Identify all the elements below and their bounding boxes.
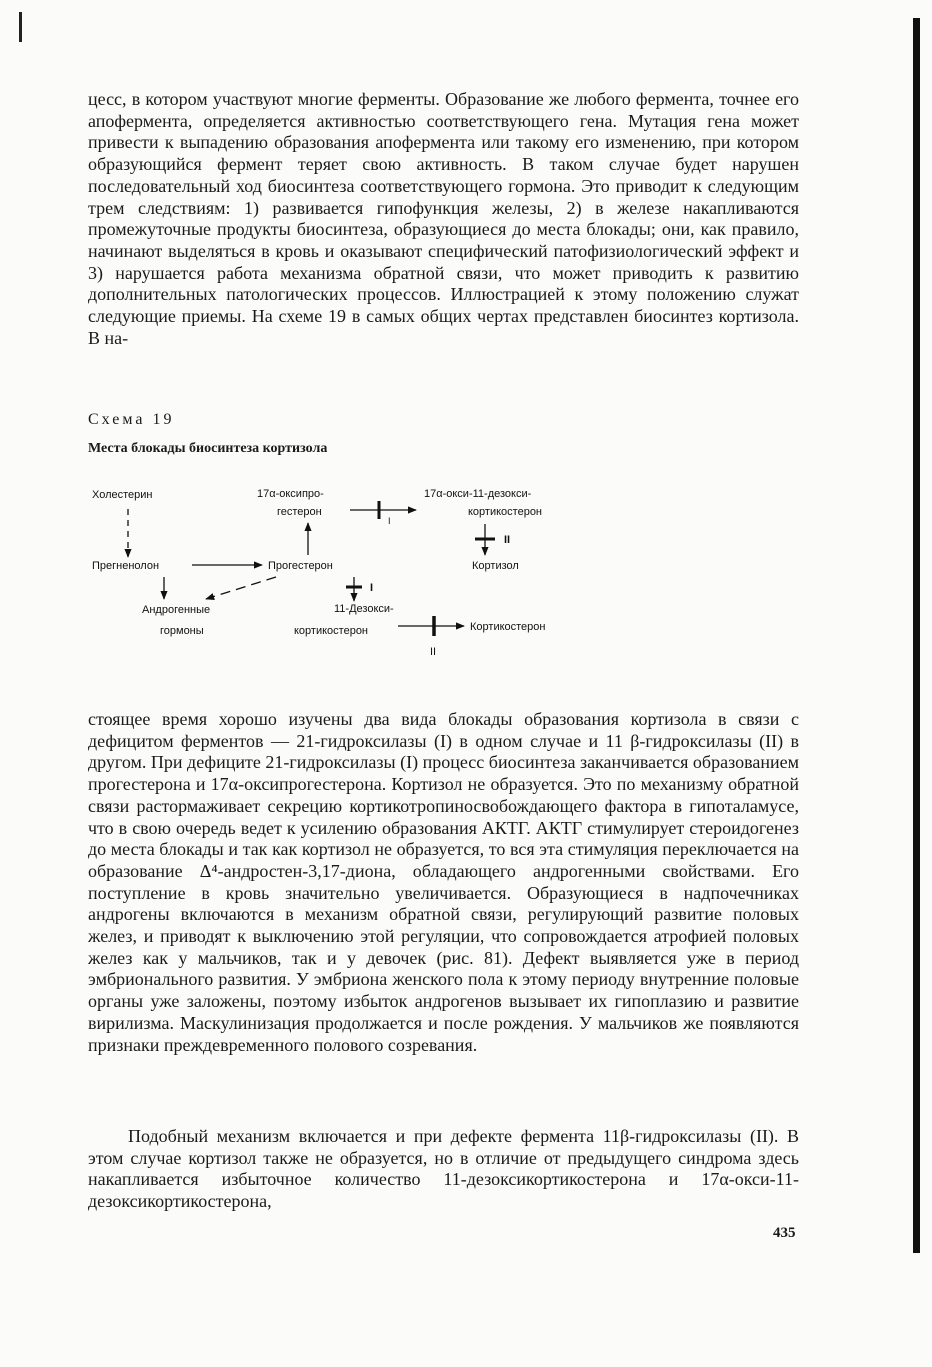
node-cortisol: Кортизол	[472, 560, 519, 572]
paragraph-2: стоящее время хорошо изучены два вида блокады образования кортизола в связи с дефицитом ферментов — 21-гидроксилазы (I) в одном случае и 11 β-гидроксилазы (II) в другом. При дефиците 21-гидроксилазы (I) процесс биосинтеза заканчивается образованием прогестерона и 17α-оксипрогестерона. Кортизол не образуется. Это по механизму обратной связи растормаживает секрецию кортикотропиносвобождающего фактора в гипоталамусе, что в свою очередь ведет к усилению образования АКТГ. АКТГ стимулирует стероидогенез до места блокады и так как кортизол не образуется, то вся эта стимуляция переключается на образование Δ⁴-андростен-3,17-диона, обладающего андрогенными свойствами. Его поступление в кровь значительно увеличивается. Образующиеся в надпочечниках андрогены включаются в механизм обратной связи, регулирующий развитие половых желез, и приводят к выключению этой регуляции, что сопровождается атрофией половых желез как у мальчиков, так и у девочек (рис. 81). Дефект выявляется уже в период эмбрионального развития. У эмбриона женского пола к этому периоду внутренние половые органы уже заложены, поэтому избыток андрогенов вызывает их гипоплазию и развитие вирилизма. Маскулинизация продолжается и после рождения. У мальчиков же появляются признаки преждевременного полового созревания.	[88, 709, 799, 1055]
node-deoxy-line1: 11-Дезокси-	[334, 603, 394, 615]
block-label-oxyprogesterone: I	[388, 516, 391, 526]
node-androgens-line2: гормоны	[160, 625, 204, 637]
node-oxyprogesterone-line2: гестерон	[277, 506, 322, 518]
scan-edge-mark	[19, 12, 22, 42]
node-deoxy-line2: кортикостерон	[294, 625, 369, 637]
node-oxydeoxy-line1: 17α-окси-11-дезокси-	[424, 488, 532, 500]
page-number: 435	[773, 1225, 796, 1241]
arrow-progesterone-androgens	[206, 577, 276, 599]
node-androgens-line1: Андрогенные	[142, 604, 211, 616]
block-label-oxydeoxy: II	[504, 534, 511, 546]
block-label-deoxy: II	[430, 646, 437, 658]
node-progesterone: Прогестерон	[268, 560, 333, 572]
node-oxydeoxy-line2: кортикостерон	[468, 506, 543, 518]
scheme-title: Места блокады биосинтеза кортизола	[88, 441, 328, 456]
paragraph-1: цесс, в котором участвуют многие ферменты. Образование же любого фермента, точнее его апофермента, определяется активностью соответствующего гена. Мутация гена может привести к выпадению образования апофермента или такому его изменению, при котором образующийся фермент теряет свою активность. В таком случае будет нарушен последовательный ход биосинтеза соответствующего гормона. Это приводит к следующим трем следствиям: 1) развивается гипофункция железы, 2) в железе накапливаются промежуточные продукты биосинтеза, образующиеся до места блокады; они, как правило, начинают выделяться в кровь и оказывают специфический патофизиологический эффект и 3) нарушается работа механизма обратной связи, что может приводить к развитию дополнительных патологических процессов. Иллюстрацией к этому положению служат следующие приемы. На схеме 19 в самых общих чертах представлен биосинтез кортизола. В на-	[88, 89, 799, 348]
paragraph-3: Подобный механизм включается и при дефекте фермента 11β-гидроксилазы (II). В этом случае кортизол также не образуется, но в отличие от предыдущего синдрома здесь накапливается избыточное количество 11-дезоксикортикостерона и 17α-окси-11-дезоксикортикостерона,	[88, 1126, 799, 1212]
node-oxyprogesterone-line1: 17α-оксипро-	[257, 488, 324, 500]
node-corticosterone: Кортикостерон	[470, 621, 546, 633]
node-cholesterol: Холестерин	[92, 489, 153, 501]
node-pregnenolone: Прегненолон	[92, 560, 160, 572]
scheme-label: Схема 19	[88, 411, 175, 428]
scan-edge-bar	[913, 18, 920, 1253]
cortisol-biosynthesis-diagram	[80, 475, 600, 665]
block-label-progesterone: I	[370, 582, 374, 594]
